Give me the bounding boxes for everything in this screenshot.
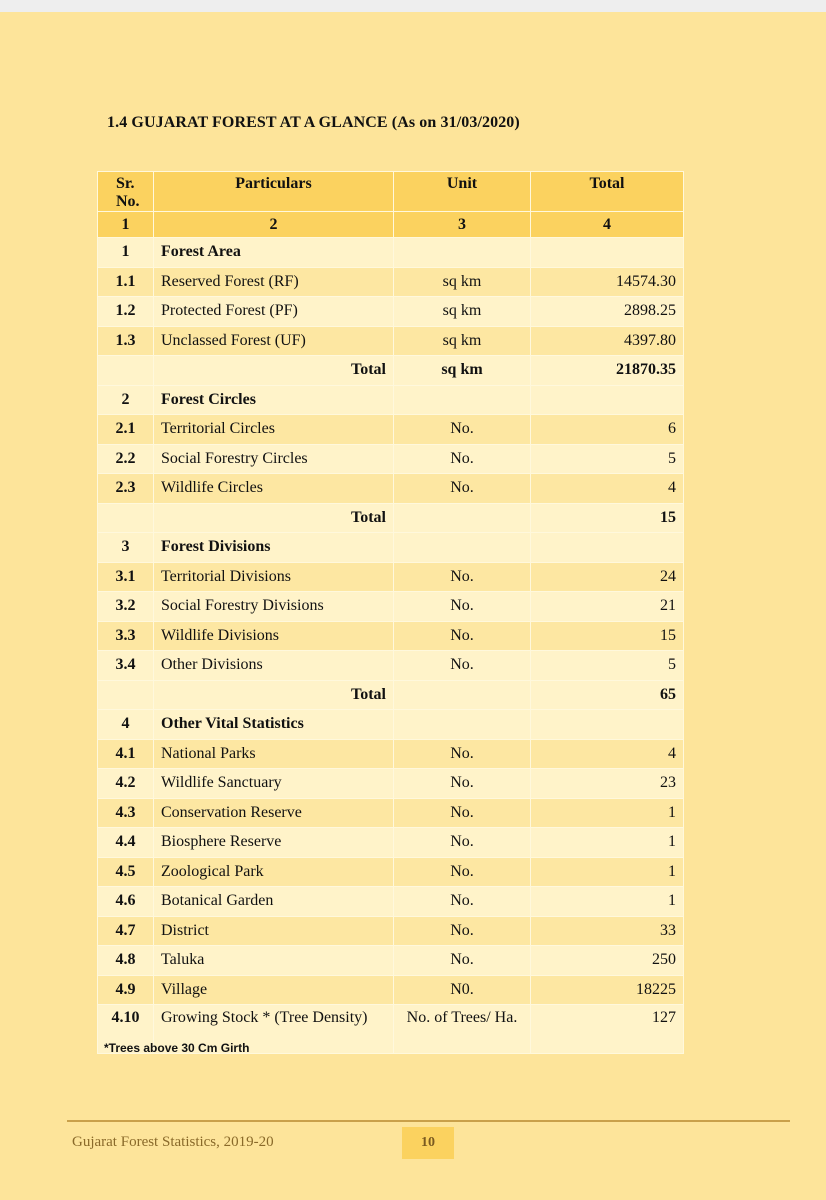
cell-total: 5 — [531, 651, 684, 681]
cell-sr-no: 2.1 — [98, 415, 154, 445]
table-row — [98, 916, 684, 946]
cell-sr-no: 4.2 — [98, 769, 154, 799]
cell-sr-no — [98, 680, 154, 710]
cell-total — [531, 710, 684, 740]
table-row — [98, 415, 684, 445]
cell-particulars: Total — [154, 356, 394, 386]
cell-particulars: Forest Area — [154, 238, 394, 268]
cell-total — [531, 238, 684, 268]
column-number-4: 4 — [531, 212, 684, 238]
table-row — [98, 739, 684, 769]
cell-particulars: Social Forestry Circles — [154, 444, 394, 474]
table-column-number-row — [98, 212, 684, 238]
cell-unit — [394, 710, 531, 740]
cell-sr-no: 4 — [98, 710, 154, 740]
cell-particulars: Zoological Park — [154, 857, 394, 887]
cell-sr-no: 1.3 — [98, 326, 154, 356]
cell-unit: sq km — [394, 326, 531, 356]
cell-sr-no: 4.3 — [98, 798, 154, 828]
cell-sr-no: 1.2 — [98, 297, 154, 327]
footnote: *Trees above 30 Cm Girth — [104, 1041, 250, 1055]
section-row — [98, 710, 684, 740]
header-unit: Unit — [394, 172, 531, 212]
top-bar — [0, 0, 826, 12]
cell-sr-no: 4.7 — [98, 916, 154, 946]
cell-sr-no: 4.9 — [98, 975, 154, 1005]
cell-total: 23 — [531, 769, 684, 799]
table-row — [98, 857, 684, 887]
cell-total: 18225 — [531, 975, 684, 1005]
cell-particulars: Territorial Divisions — [154, 562, 394, 592]
cell-particulars: Forest Circles — [154, 385, 394, 415]
cell-unit: No. — [394, 562, 531, 592]
cell-sr-no: 2.3 — [98, 474, 154, 504]
column-number-2: 2 — [154, 212, 394, 238]
cell-particulars: Village — [154, 975, 394, 1005]
cell-particulars: Protected Forest (PF) — [154, 297, 394, 327]
cell-particulars: Wildlife Divisions — [154, 621, 394, 651]
cell-particulars: Total — [154, 680, 394, 710]
cell-total — [531, 533, 684, 563]
cell-unit: No. — [394, 621, 531, 651]
cell-particulars: Taluka — [154, 946, 394, 976]
table-row — [98, 474, 684, 504]
total-row — [98, 680, 684, 710]
cell-particulars: District — [154, 916, 394, 946]
cell-unit: sq km — [394, 267, 531, 297]
cell-unit — [394, 503, 531, 533]
table-row — [98, 444, 684, 474]
cell-unit: No. — [394, 415, 531, 445]
table-row — [98, 267, 684, 297]
cell-total: 1 — [531, 798, 684, 828]
cell-total: 250 — [531, 946, 684, 976]
cell-unit: No. — [394, 651, 531, 681]
cell-unit: No. — [394, 592, 531, 622]
cell-unit: sq km — [394, 297, 531, 327]
header-sr-no: Sr. No. — [98, 172, 154, 212]
page-number: 10 — [402, 1127, 454, 1159]
table-row — [98, 798, 684, 828]
cell-unit — [394, 385, 531, 415]
cell-sr-no: 2 — [98, 385, 154, 415]
cell-unit: sq km — [394, 356, 531, 386]
cell-sr-no: 4.5 — [98, 857, 154, 887]
cell-sr-no: 2.2 — [98, 444, 154, 474]
cell-unit: No. — [394, 474, 531, 504]
footer-divider — [67, 1120, 790, 1122]
cell-particulars: Territorial Circles — [154, 415, 394, 445]
cell-unit — [394, 680, 531, 710]
header-particulars: Particulars — [154, 172, 394, 212]
cell-total: 21870.35 — [531, 356, 684, 386]
cell-sr-no: 3 — [98, 533, 154, 563]
table-row — [98, 297, 684, 327]
cell-unit — [394, 238, 531, 268]
cell-sr-no: 1.1 — [98, 267, 154, 297]
cell-total: 24 — [531, 562, 684, 592]
cell-unit: No. of Trees/ Ha. — [394, 1005, 531, 1054]
cell-total: 1 — [531, 828, 684, 858]
cell-total: 14574.30 — [531, 267, 684, 297]
cell-particulars: Conservation Reserve — [154, 798, 394, 828]
header-total: Total — [531, 172, 684, 212]
section-row — [98, 385, 684, 415]
cell-sr-no: 4.8 — [98, 946, 154, 976]
cell-unit: No. — [394, 444, 531, 474]
cell-total: 127 — [531, 1005, 684, 1054]
cell-unit: No. — [394, 946, 531, 976]
cell-sr-no: 3.1 — [98, 562, 154, 592]
cell-sr-no: 1 — [98, 238, 154, 268]
cell-unit: N0. — [394, 975, 531, 1005]
cell-total: 15 — [531, 621, 684, 651]
cell-sr-no: 4.10 — [98, 1005, 154, 1054]
cell-total: 5 — [531, 444, 684, 474]
cell-sr-no: 3.4 — [98, 651, 154, 681]
page-title: 1.4 GUJARAT FOREST AT A GLANCE (As on 31/03/2020) — [107, 114, 520, 131]
cell-sr-no — [98, 503, 154, 533]
forest-statistics-table — [97, 171, 684, 1054]
cell-total: 1 — [531, 887, 684, 917]
cell-unit: No. — [394, 887, 531, 917]
table-row — [98, 562, 684, 592]
total-row — [98, 356, 684, 386]
cell-total: 4 — [531, 474, 684, 504]
table-row — [98, 975, 684, 1005]
cell-sr-no: 3.2 — [98, 592, 154, 622]
column-number-1: 1 — [98, 212, 154, 238]
table-row — [98, 592, 684, 622]
cell-particulars: Forest Divisions — [154, 533, 394, 563]
cell-total: 4 — [531, 739, 684, 769]
cell-total: 1 — [531, 857, 684, 887]
cell-unit — [394, 533, 531, 563]
section-row — [98, 533, 684, 563]
cell-unit: No. — [394, 739, 531, 769]
cell-particulars: Botanical Garden — [154, 887, 394, 917]
table-row — [98, 946, 684, 976]
cell-particulars: National Parks — [154, 739, 394, 769]
total-row — [98, 503, 684, 533]
table-row — [98, 887, 684, 917]
cell-particulars: Wildlife Circles — [154, 474, 394, 504]
table-row — [98, 326, 684, 356]
cell-unit: No. — [394, 916, 531, 946]
cell-particulars: Biosphere Reserve — [154, 828, 394, 858]
cell-sr-no: 4.4 — [98, 828, 154, 858]
table-row — [98, 621, 684, 651]
cell-unit: No. — [394, 769, 531, 799]
cell-total: 65 — [531, 680, 684, 710]
cell-particulars: Wildlife Sanctuary — [154, 769, 394, 799]
cell-particulars: Total — [154, 503, 394, 533]
cell-particulars: Other Divisions — [154, 651, 394, 681]
cell-unit: No. — [394, 828, 531, 858]
cell-total: 6 — [531, 415, 684, 445]
table-row — [98, 651, 684, 681]
table-header-row — [98, 172, 684, 212]
cell-sr-no: 3.3 — [98, 621, 154, 651]
footer-title: Gujarat Forest Statistics, 2019-20 — [72, 1134, 274, 1150]
cell-particulars: Unclassed Forest (UF) — [154, 326, 394, 356]
cell-particulars: Growing Stock * (Tree Density) — [154, 1005, 394, 1054]
cell-total: 15 — [531, 503, 684, 533]
cell-particulars: Other Vital Statistics — [154, 710, 394, 740]
cell-total: 21 — [531, 592, 684, 622]
cell-sr-no — [98, 356, 154, 386]
cell-particulars: Reserved Forest (RF) — [154, 267, 394, 297]
cell-total: 33 — [531, 916, 684, 946]
table-row — [98, 769, 684, 799]
section-row — [98, 238, 684, 268]
cell-total: 2898.25 — [531, 297, 684, 327]
table-row — [98, 828, 684, 858]
cell-total: 4397.80 — [531, 326, 684, 356]
cell-particulars: Social Forestry Divisions — [154, 592, 394, 622]
cell-sr-no: 4.6 — [98, 887, 154, 917]
cell-total — [531, 385, 684, 415]
column-number-3: 3 — [394, 212, 531, 238]
cell-sr-no: 4.1 — [98, 739, 154, 769]
cell-unit: No. — [394, 798, 531, 828]
cell-unit: No. — [394, 857, 531, 887]
